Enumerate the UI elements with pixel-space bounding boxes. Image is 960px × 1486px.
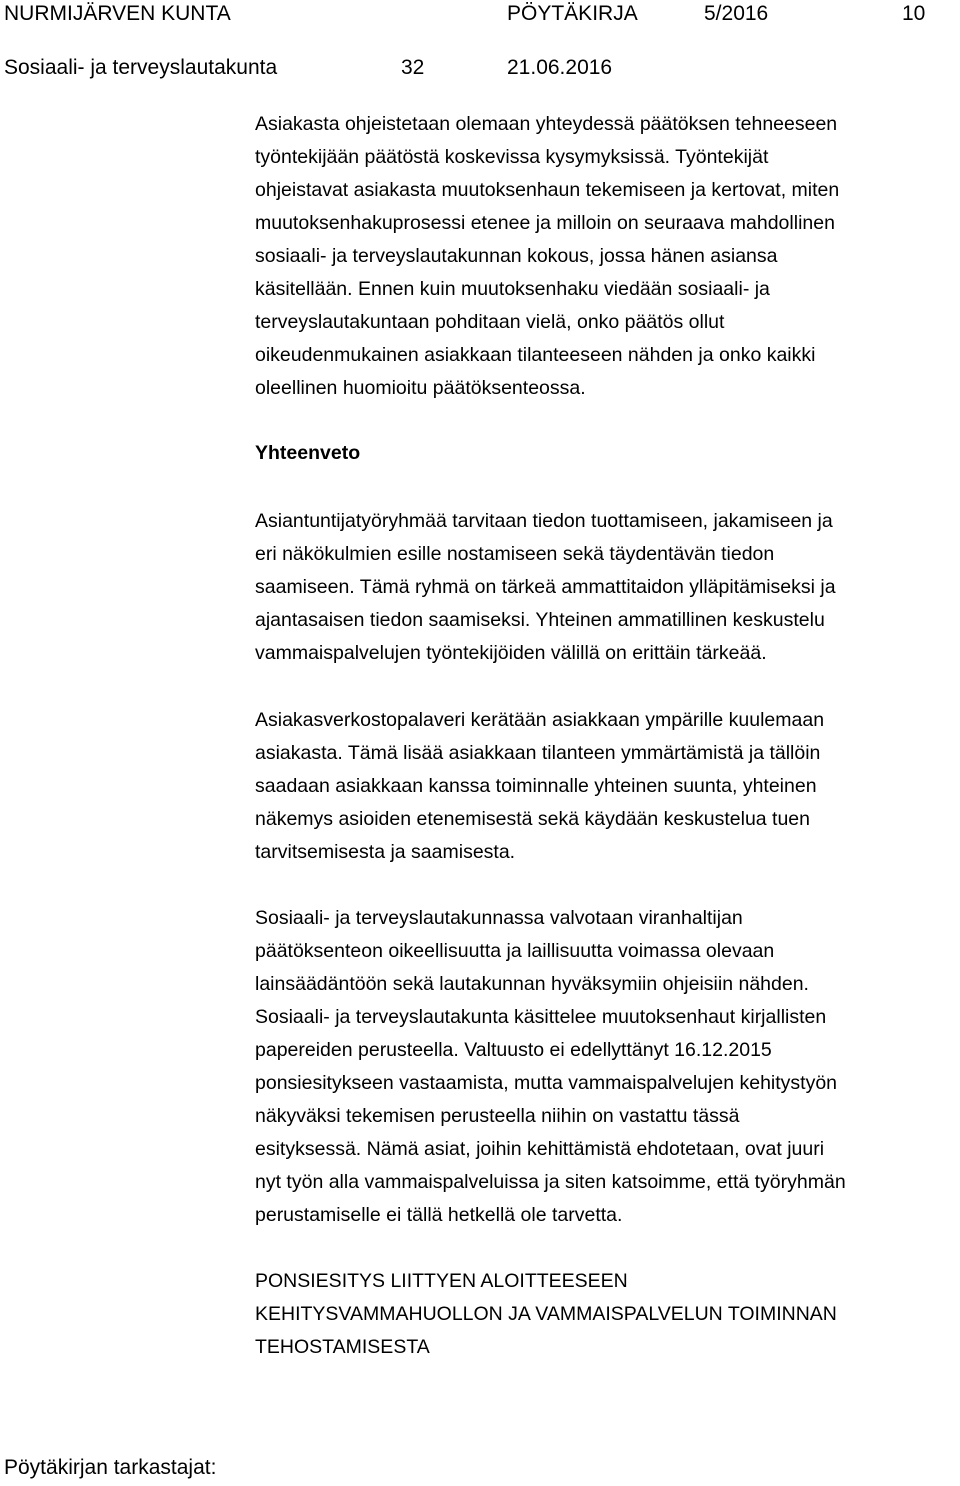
para-line: esityksessä. Nämä asiat, joihin kehittämistä ehdotetaan, ovat juuri xyxy=(255,1138,825,1160)
para-line: ponsiesitykseen vastaamista, mutta vammaispalvelujen kehitystyön xyxy=(255,1072,838,1094)
motion-title-line: KEHITYSVAMMAHUOLLON JA VAMMAISPALVELUN TOIMINNAN xyxy=(255,1303,837,1325)
motion-title-line: TEHOSTAMISESTA xyxy=(255,1336,430,1358)
document-type: PÖYTÄKIRJA xyxy=(507,2,638,25)
paragraph-appeal-guidance xyxy=(255,108,960,405)
para-line: ajantasaisen tiedon saamiseksi. Yhteinen ammatillinen keskustelu xyxy=(255,609,825,631)
summary-heading: Yhteenveto xyxy=(255,442,361,464)
para-line: näkemys asioiden etenemisestä sekä käydään keskustelua tuen xyxy=(255,808,810,830)
para-line: Asiakasta ohjeistetaan olemaan yhteydessä päätöksen tehneeseen xyxy=(255,113,838,135)
para-line: päätöksenteon oikeellisuutta ja laillisuutta voimassa olevaan xyxy=(255,940,775,962)
para-line: perustamiselle ei tällä hetkellä ole tarvetta. xyxy=(255,1204,623,1226)
para-line: tarvitsemisesta ja saamisesta. xyxy=(255,841,516,863)
para-line: sosiaali- ja terveyslautakunnan kokous, jossa hänen asiansa xyxy=(255,245,778,267)
para-line: Sosiaali- ja terveyslautakunnassa valvotaan viranhaltijan xyxy=(255,907,743,929)
para-line: vammaispalvelujen työntekijöiden välillä on erittäin tärkeää. xyxy=(255,642,767,664)
motion-title xyxy=(255,1265,960,1364)
para-line: ohjeistavat asiakasta muutoksenhaun tekemiseen ja kertovat, miten xyxy=(255,179,840,201)
summary-heading-block xyxy=(255,437,960,470)
para-line: käsitellään. Ennen kuin muutoksenhaku viedään sosiaali- ja xyxy=(255,278,770,300)
page-number: 10 xyxy=(902,2,926,25)
para-line: nyt työn alla vammaispalveluissa ja siten katsoimme, että työryhmän xyxy=(255,1171,846,1193)
para-line: Sosiaali- ja terveyslautakunta käsittelee muutoksenhaut kirjallisten xyxy=(255,1006,827,1028)
meeting-date: 21.06.2016 xyxy=(507,56,613,79)
board-name: Sosiaali- ja terveyslautakunta xyxy=(4,56,278,79)
para-line: saamiseen. Tämä ryhmä on tärkeä ammattitaidon ylläpitämiseksi ja xyxy=(255,576,836,598)
paragraph-network-meeting xyxy=(255,704,960,869)
para-line: Asiantuntijatyöryhmää tarvitaan tiedon tuottamiseen, jakamiseen ja xyxy=(255,510,833,532)
paragraph-board-oversight xyxy=(255,902,960,1232)
document-number: 5/2016 xyxy=(704,2,769,25)
minutes-reviewers-label: Pöytäkirjan tarkastajat: xyxy=(4,1456,217,1479)
paragraph-expert-group xyxy=(255,505,960,670)
para-line: papereiden perusteella. Valtuusto ei edellyttänyt 16.12.2015 xyxy=(255,1039,772,1061)
para-line: eri näkökulmien esille nostamiseen sekä täydentävän tiedon xyxy=(255,543,775,565)
para-line: lainsäädäntöön sekä lautakunnan hyväksymiin ohjeisiin nähden. xyxy=(255,973,809,995)
section-number: 32 xyxy=(401,56,425,79)
para-line: Asiakasverkostopalaveri kerätään asiakkaan ympärille kuulemaan xyxy=(255,709,825,731)
para-line: terveyslautakuntaan pohditaan vielä, onko päätös ollut xyxy=(255,311,725,333)
para-line: saadaan asiakkaan kanssa toiminnalle yhteinen suunta, yhteinen xyxy=(255,775,817,797)
para-line: oikeudenmukainen asiakkaan tilanteeseen nähden ja onko kaikki xyxy=(255,344,816,366)
para-line: asiakasta. Tämä lisää asiakkaan tilanteen ymmärtämistä ja tällöin xyxy=(255,742,821,764)
para-line: muutoksenhakuprosessi etenee ja milloin on seuraava mahdollinen xyxy=(255,212,835,234)
para-line: oleellinen huomioitu päätöksenteossa. xyxy=(255,377,586,399)
para-line: työntekijään päätöstä koskevissa kysymyksissä. Työntekijät xyxy=(255,146,769,168)
motion-title-line: PONSIESITYS LIITTYEN ALOITTEESEEN xyxy=(255,1270,628,1292)
municipality-name: NURMIJÄRVEN KUNTA xyxy=(4,2,231,25)
para-line: näkyväksi tekemisen perusteella niihin on vastattu tässä xyxy=(255,1105,740,1127)
